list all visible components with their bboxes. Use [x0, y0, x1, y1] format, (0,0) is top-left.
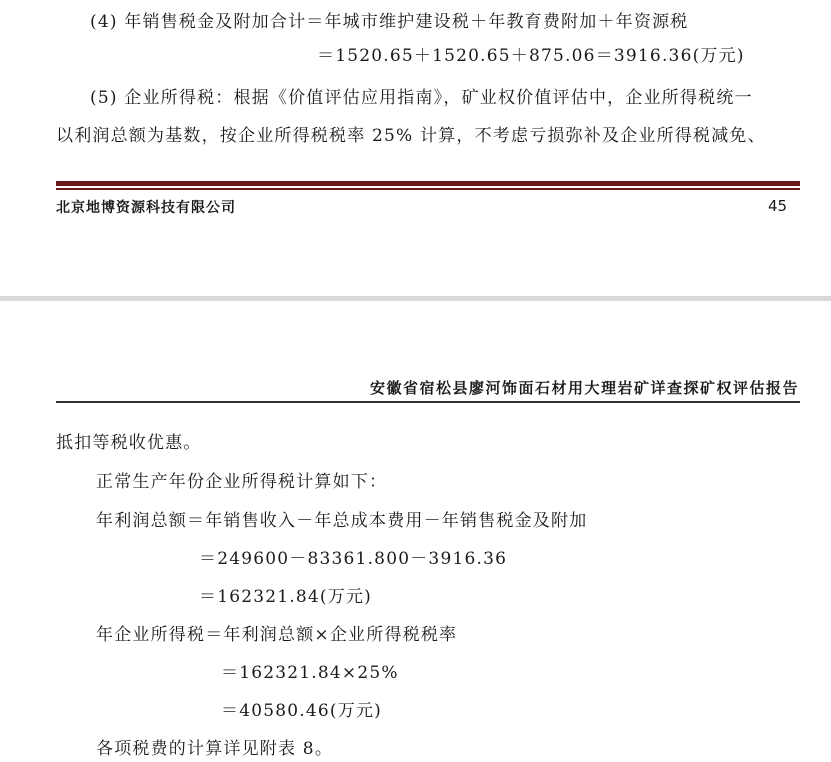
- text-line-income-tax-result: ＝40580.46(万元): [221, 701, 382, 721]
- page-number: 45: [768, 197, 788, 215]
- text-line-tax-total: ＝1520.65＋1520.65＋875.06＝3916.36(万元): [317, 46, 745, 66]
- text-line-profit-formula: 年利润总额＝年销售收入－年总成本费用－年销售税金及附加: [96, 511, 588, 531]
- text-line-income-tax-substitution: ＝162321.84×25%: [221, 663, 399, 683]
- text-line-profit-result: ＝162321.84(万元): [199, 587, 372, 607]
- text-line-calc-intro: 正常生产年份企业所得税计算如下：: [96, 472, 388, 492]
- text-line-item-4: (4) 年销售税金及附加合计＝年城市维护建设税＋年教育费附加＋年资源税: [90, 12, 689, 32]
- text-line-income-tax-formula: 年企业所得税＝年利润总额×企业所得税税率: [96, 625, 458, 645]
- report-header-title: 安徽省宿松县廖河饰面石材用大理岩矿详查探矿权评估报告: [369, 379, 799, 397]
- text-line-item-5: (5) 企业所得税：根据《价值评估应用指南》，矿业权价值评估中，企业所得税统一: [90, 88, 753, 108]
- text-line-appendix-ref: 各项税费的计算详见附表 8。: [96, 739, 334, 759]
- text-line-profit-substitution: ＝249600－83361.800－3916.36: [199, 549, 508, 569]
- document-page-top: [0, 0, 831, 296]
- header-rule: [56, 401, 800, 403]
- footer-rule-thin: [56, 188, 800, 190]
- text-line-income-tax-basis: 以利润总额为基数，按企业所得税税率 25% 计算，不考虑亏损弥补及企业所得税减免、: [56, 126, 766, 146]
- document-page-bottom: [0, 301, 831, 762]
- footer-company-name: 北京地博资源科技有限公司: [56, 200, 236, 216]
- footer-rule: [56, 181, 800, 186]
- text-line-tax-incentive: 抵扣等税收优惠。: [56, 433, 202, 453]
